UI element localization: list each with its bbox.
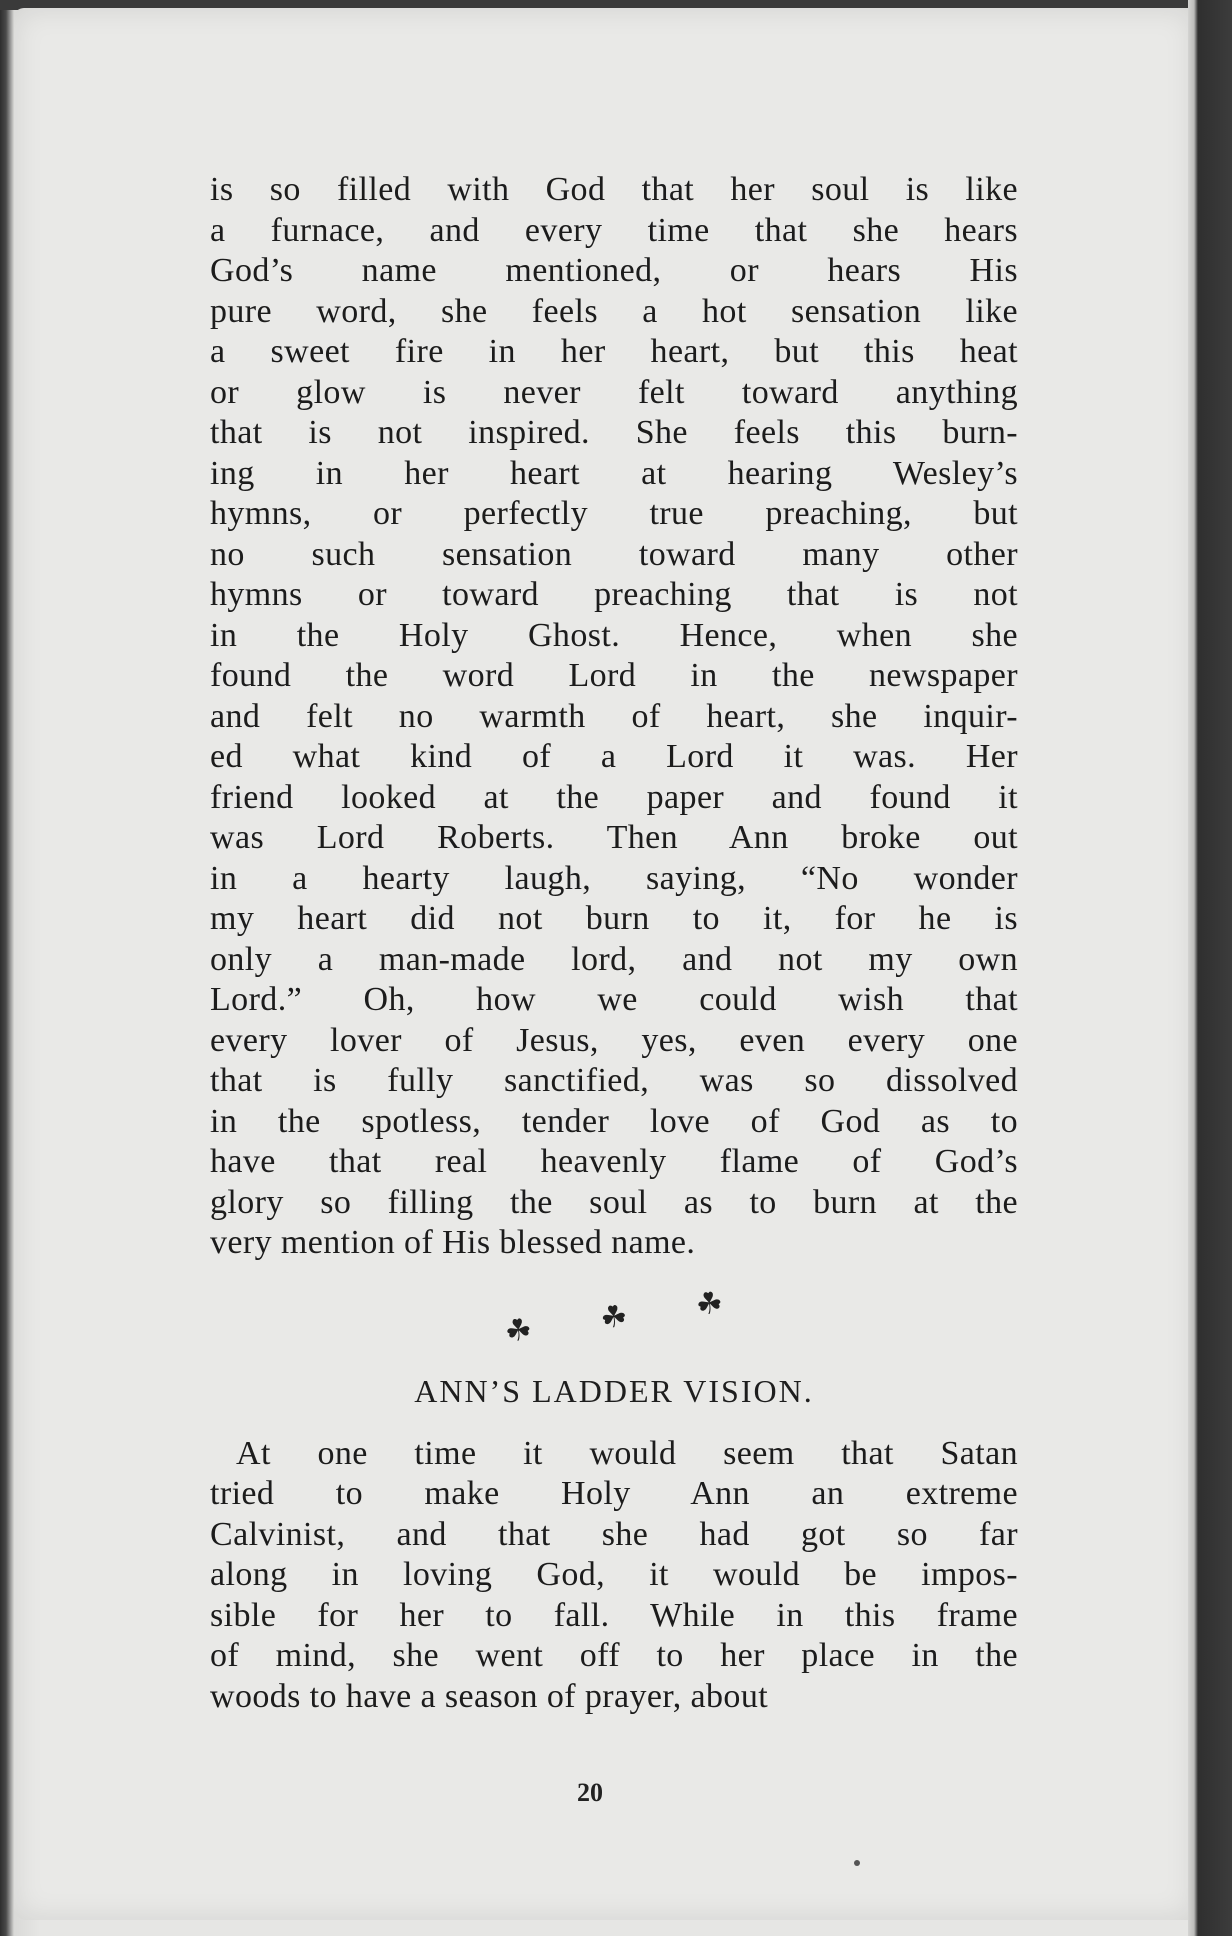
text-line: of mind, she went off to her place in the <box>210 1637 1018 1674</box>
text-line: woods to have a season of prayer, about <box>210 1677 769 1715</box>
text-line: or glow is never felt toward anything <box>210 373 1018 411</box>
text-line: pure word, she feels a hot sensation like <box>210 292 1018 330</box>
text-line: that is fully sanctified, was so dissolved <box>210 1062 1018 1099</box>
text-line: is so filled with God that her soul is like <box>210 171 1018 208</box>
text-line: in the spotless, tender love of God as to <box>210 1102 1018 1140</box>
text-line: sible for her to fall. While in this frame <box>210 1596 1018 1634</box>
text-line: found the word Lord in the newspaper <box>210 657 1018 694</box>
text-line: tried to make Holy Ann an extreme <box>210 1475 1018 1512</box>
text-line: only a man-made lord, and not my own <box>210 940 1018 978</box>
text-line: hymns, or perfectly true preaching, but <box>210 495 1018 532</box>
text-line: friend looked at the paper and found it <box>210 778 1018 816</box>
text-line: my heart did not burn to it, for he is <box>210 900 1018 937</box>
section-heading: ANN’S LADDER VISION. <box>414 1372 814 1409</box>
text-line: Lord.” Oh, how we could wish that <box>210 981 1018 1018</box>
text-line: and felt no warmth of heart, she inquir- <box>210 697 1018 735</box>
text-line: every lover of Jesus, yes, even every one <box>210 1021 1018 1059</box>
page-number: 20 <box>577 1778 603 1807</box>
text-line: a furnace, and every time that she hears <box>210 211 1018 249</box>
paragraph-2 <box>210 1434 1018 1718</box>
text-line: Calvinist, and that she had got so far <box>210 1515 1018 1553</box>
text-line: ing in her heart at hearing Wesley’s <box>210 454 1018 492</box>
text-line: was Lord Roberts. Then Ann broke out <box>210 819 1018 856</box>
text-line: very mention of His blessed name. <box>210 1224 696 1261</box>
text-line: ed what kind of a Lord it was. Her <box>210 738 1018 775</box>
text-line: in a hearty laugh, saying, “No wonder <box>210 859 1018 897</box>
paragraph-1 <box>210 170 1018 1264</box>
text-line: a sweet fire in her heart, but this heat <box>210 333 1018 370</box>
text-line: along in loving God, it would be impos- <box>210 1556 1018 1593</box>
text-line: no such sensation toward many other <box>210 535 1018 573</box>
text-line: that is not inspired. She feels this burn- <box>210 414 1018 451</box>
text-line: in the Holy Ghost. Hence, when she <box>210 616 1018 654</box>
book-page <box>14 8 1194 1920</box>
section-ornament <box>210 1280 1018 1350</box>
text-line: have that real heavenly flame of God’s <box>210 1143 1018 1180</box>
text-line: hymns or toward preaching that is not <box>210 576 1018 613</box>
ornament-glyphs: ☘ ☘ ☘ <box>502 1280 756 1350</box>
text-line: At one time it would seem that Satan <box>236 1434 1018 1472</box>
speck-mark <box>854 1860 860 1866</box>
text-line: God’s name mentioned, or hears His <box>210 252 1018 289</box>
page-content <box>210 170 1018 1717</box>
scan-right-edge <box>1188 0 1232 1936</box>
text-line: glory so filling the soul as to burn at the <box>210 1183 1018 1221</box>
